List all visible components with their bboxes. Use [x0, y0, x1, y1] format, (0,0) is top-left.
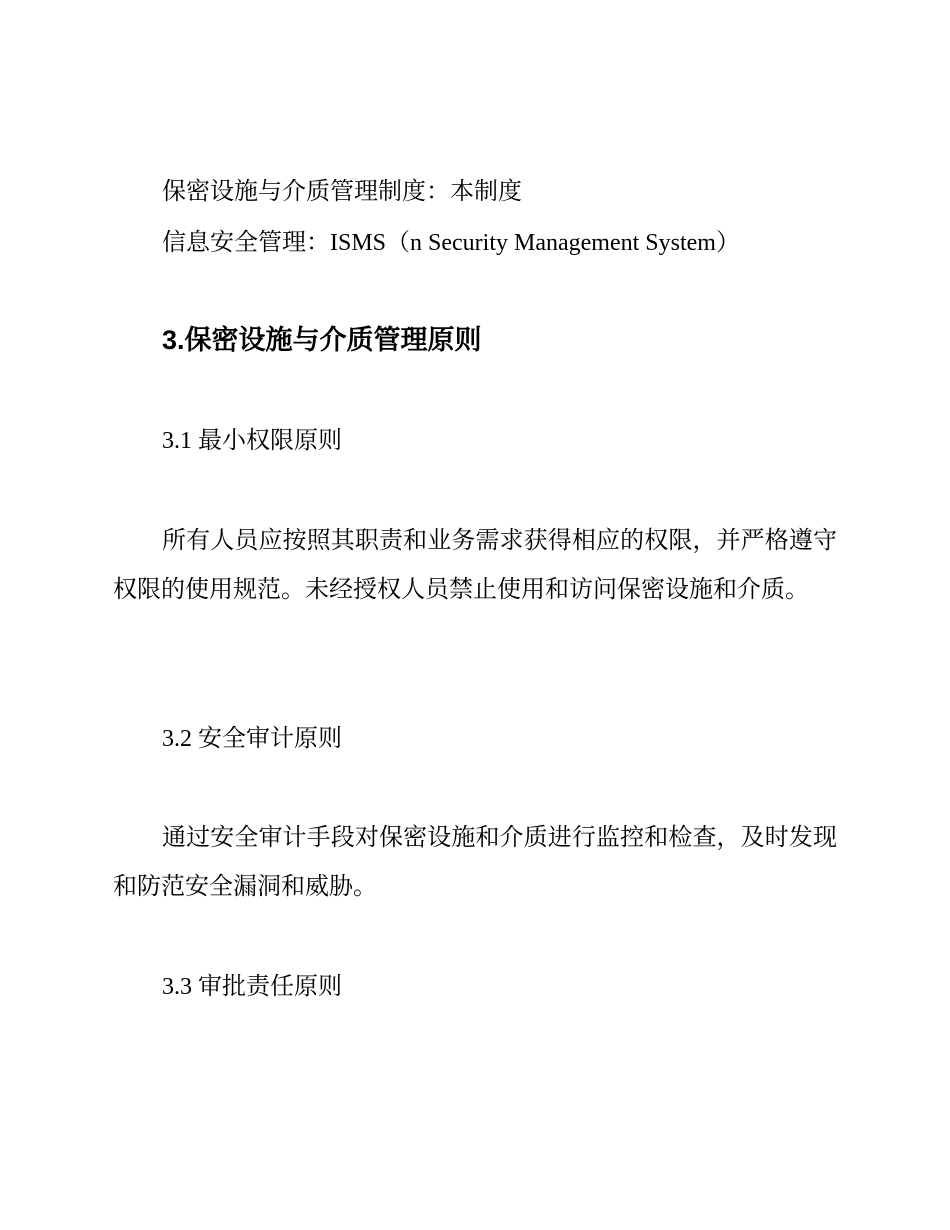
- subsection-title-approval-responsibility: 3.3 审批责任原则: [162, 974, 342, 1000]
- definition-confidential-facilities: 保密设施与介质管理制度：本制度: [162, 179, 522, 205]
- definition-isms: 信息安全管理：ISMS（n Security Management System）: [162, 230, 740, 256]
- subsection-title-least-privilege: 3.1 最小权限原则: [162, 428, 342, 454]
- subsection-title-security-audit: 3.2 安全审计原则: [162, 726, 342, 752]
- subsection-body-least-privilege: 所有人员应按照其职责和业务需求获得相应的权限，并严格遵守权限的使用规范。未经授权人员禁止使用和访问保密设施和介质。: [113, 528, 837, 603]
- section-heading: 3.保密设施与介质管理原则: [162, 325, 482, 355]
- subsection-body-security-audit: 通过安全审计手段对保密设施和介质进行监控和检查，及时发现和防范安全漏洞和威胁。: [113, 825, 837, 900]
